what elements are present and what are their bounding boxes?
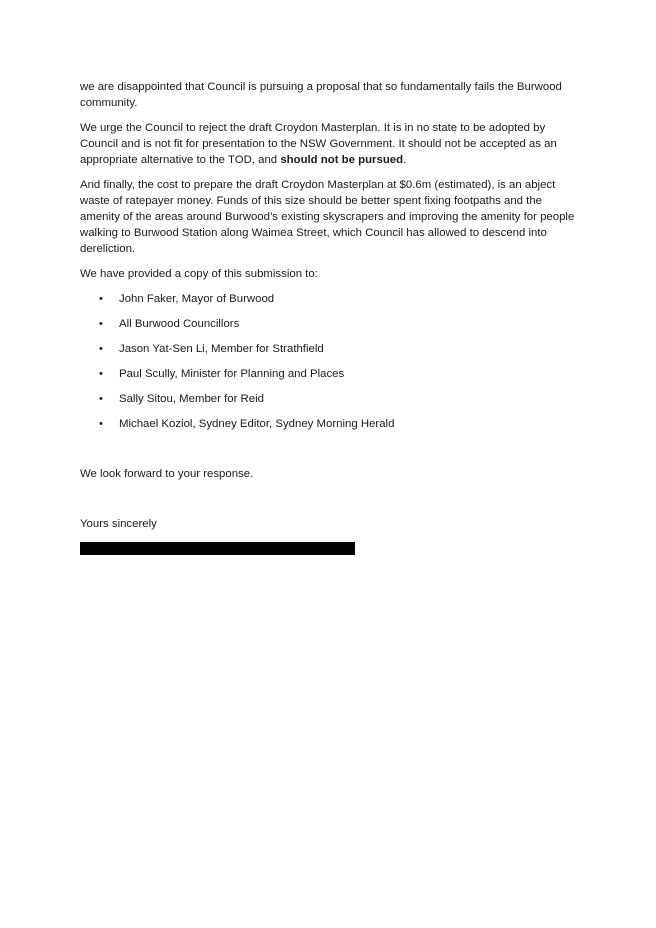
list-item [80, 416, 580, 432]
cc-recipient-list [80, 291, 580, 432]
list-item [80, 316, 580, 332]
recipient-label: All Burwood Councillors [119, 318, 240, 330]
list-item [80, 341, 580, 357]
recipient-label: Sally Sitou, Member for Reid [119, 393, 264, 405]
recipient-label: John Faker, Mayor of Burwood [119, 293, 275, 305]
redacted-signature-block [80, 542, 355, 555]
bullet-icon: • [99, 343, 103, 355]
list-item [80, 391, 580, 407]
recipient-label: Jason Yat-Sen Li, Member for Strathfield [119, 343, 324, 355]
bullet-icon: • [99, 318, 103, 330]
letter-page [80, 79, 580, 555]
paragraph-copy-provided: We have provided a copy of this submission to: [80, 268, 318, 280]
recipient-label: Paul Scully, Minister for Planning and Places [119, 368, 345, 380]
paragraph-cost: And finally, the cost to prepare the draft Croydon Masterplan at $0.6m (estimated), is an abject waste of ratepayer money. Funds of this size should be better spent fixing footpaths and the amenity of the areas around Burwood’s existing skyscrapers and improving the amenity for people walking to Burwood Station along Waimea Street, which Council has allowed to descend into dereliction. [80, 179, 575, 255]
paragraph-urge-reject [80, 120, 580, 168]
paragraph-urge-reject-text: We urge the Council to reject the draft Croydon Masterplan. It is in no state to be adopted by Council and is not fit for presentation to the NSW Government. It should not be accepted as an appropriate alternative to the TOD, and [80, 122, 557, 166]
paragraph-urge-reject-end: . [403, 154, 407, 166]
bullet-icon: • [99, 293, 103, 305]
closing-response-line: We look forward to your response. [80, 468, 254, 480]
list-item [80, 291, 580, 307]
list-item [80, 366, 580, 382]
recipient-label: Michael Koziol, Sydney Editor, Sydney Morning Herald [119, 418, 395, 430]
spacer [80, 491, 580, 516]
bullet-icon: • [99, 368, 103, 380]
bullet-icon: • [99, 393, 103, 405]
closing-signoff: Yours sincerely [80, 518, 157, 530]
paragraph-disappointed: we are disappointed that Council is pursuing a proposal that so fundamentally fails the Burwood community. [80, 81, 562, 109]
bullet-icon: • [99, 418, 103, 430]
spacer [80, 441, 580, 466]
should-not-be-pursued-emphasis: should not be pursued [280, 154, 404, 166]
